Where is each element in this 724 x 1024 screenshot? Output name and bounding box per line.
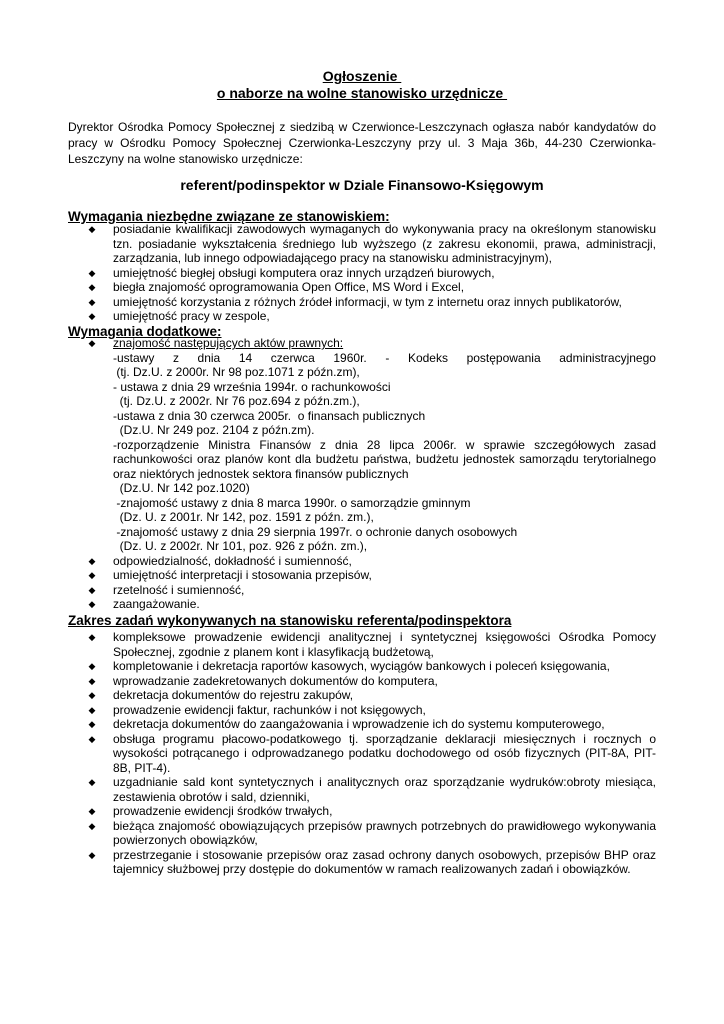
act-line: (tj. Dz.U. z 2000r. Nr 98 poz.1071 z późn.zm),: [113, 365, 360, 379]
list-item: ◆ prowadzenie ewidencji środków trwałych,: [68, 804, 656, 819]
list-item: ◆ dekretacja dokumentów do zaangażowania i wprowadzenie ich do systemu komputerowego,: [68, 717, 656, 732]
act-line: (Dz.U. Nr 249 poz. 2104 z późn.zm).: [113, 423, 315, 437]
list-item: ◆ rzetelność i sumienność,: [68, 583, 656, 598]
bullet-icon: ◆: [88, 599, 96, 609]
list-item: ◆ odpowiedzialność, dokładność i sumienność,: [68, 554, 656, 569]
bullet-icon: ◆: [88, 338, 96, 348]
additional-list: [68, 336, 656, 612]
act-line: (Dz. U. z 2002r. Nr 101, poz. 926 z późn. zm.),: [113, 539, 368, 553]
bullet-icon: ◆: [88, 777, 96, 787]
act-line: (Dz. U. z 2001r. Nr 142, poz. 1591 z późn. zm.),: [113, 510, 374, 524]
act-line: -znajomość ustawy z dnia 8 marca 1990r. o samorządzie gminnym: [113, 495, 471, 510]
list-item: ◆ biegła znajomość oprogramowania Open Office, MS Word i Excel,: [68, 280, 656, 295]
bullet-icon: ◆: [88, 661, 96, 671]
list-item: ◆ posiadanie kwalifikacji zawodowych wymaganych do wykonywania pracy na określonym stanowisku tzn. posiadanie wykształcenia średniego lub wyższego (z zakresu ekonomii, prawa, administracji, zarządzania, lub innego odpowiadającego pracy na stanowisku administracyjnym),: [68, 222, 656, 266]
list-item: ◆ kompleksowe prowadzenie ewidencji analitycznej i syntetycznej księgowości Ośrodka Pomocy Społecznej, zgodnie z planem kont i klasyfikacją budżetową,: [68, 630, 656, 659]
tasks-list: [68, 630, 656, 877]
list-item: ◆ umiejętność korzystania z różnych źródeł informacji, w tym z internetu oraz innych publikatorów,: [68, 295, 656, 310]
act-line: -ustawa z dnia 30 czerwca 2005r. o finansach publicznych: [113, 408, 426, 423]
list-item: ◆ kompletowanie i dekretacja raportów kasowych, wyciągów bankowych i poleceń księgowania,: [68, 659, 656, 674]
act-line: (tj. Dz.U. z 2002r. Nr 76 poz.694 z późn.zm.),: [113, 394, 360, 408]
bullet-icon: ◆: [88, 733, 96, 744]
list-item: ◆ bieżąca znajomość obowiązujących przepisów prawnych potrzebnych do prawidłowego wykonywania powierzonych obowiązków,: [68, 819, 656, 848]
kodeks-line: -ustawy z dnia 14 czerwca 1960r. - Kodeks postępowania administracyjnego: [113, 350, 656, 365]
bullet-icon: ◆: [88, 224, 96, 234]
bullet-icon: ◆: [88, 267, 96, 278]
bullet-icon: ◆: [88, 632, 96, 642]
title-line-1: Ogłoszenie: [322, 68, 402, 84]
list-item: ◆ obsługa programu płacowo-podatkowego tj. sporządzanie deklaracji miesięcznych i rocznych o wysokości potrącanego i odprowadzanego podatku dochodowego od osób fizycznych (PIT-8A, PIT-8B, PIT-4).: [68, 732, 656, 776]
list-item: ◆ uzgadnianie sald kont syntetycznych i analitycznych oraz sporządzanie wydruków:obroty miesiąca, zestawienia obrotów i sald, dzienniki,: [68, 775, 656, 804]
bullet-icon: ◆: [88, 555, 96, 566]
bullet-icon: ◆: [88, 820, 96, 831]
bullet-icon: ◆: [88, 675, 96, 686]
list-item: ◆ przestrzeganie i stosowanie przepisów oraz zasad ochrony danych osobowych, przepisów BHP oraz tajemnicy służbowej przy dostępie do dokumentów w ramach realizowanych zadań i obowiązków.: [68, 848, 656, 877]
required-list: [68, 222, 656, 324]
bullet-icon: ◆: [88, 806, 96, 816]
list-item: ◆ umiejętność interpretacji i stosowania przepisów,: [68, 568, 656, 583]
position-title: referent/podinspektor w Dziale Finansowo-Księgowym: [180, 177, 544, 193]
list-item: ◆ umiejętność biegłej obsługi komputera oraz innych urządzeń biurowych,: [68, 266, 656, 281]
list-item: ◆ umiejętność pracy w zespole,: [68, 309, 656, 324]
act-line: (Dz.U. Nr 142 poz.1020): [113, 481, 250, 495]
bullet-icon: ◆: [88, 849, 96, 860]
bullet-icon: ◆: [88, 719, 96, 729]
act-line: -znajomość ustawy z dnia 29 sierpnia 1997r. o ochronie danych osobowych: [113, 524, 518, 539]
list-item: [68, 336, 656, 554]
bullet-icon: ◆: [88, 690, 96, 700]
bullet-icon: ◆: [88, 296, 96, 307]
bullet-icon: ◆: [88, 704, 96, 715]
list-item: ◆ dekretacja dokumentów do rejestru zakupów,: [68, 688, 656, 703]
title-line-2: o naborze na wolne stanowisko urzędnicze: [216, 85, 508, 101]
act-line: - ustawa z dnia 29 września 1994r. o rachunkowości: [113, 379, 391, 394]
list-item: ◆ zaangażowanie.: [68, 597, 656, 612]
list-item: ◆ wprowadzanie zadekretowanych dokumentów do komputera,: [68, 674, 656, 689]
bullet-icon: ◆: [88, 584, 96, 595]
intro-paragraph: Dyrektor Ośrodka Pomocy Społecznej z siedzibą w Czerwionce-Leszczynach ogłasza nabór kandydatów do pracy w Ośrodku Pomocy Społecznej Czerwionka-Leszczyny przy ul. 3 Maja 36b, 44-230 Czerwionka-Leszczyny na wolne stanowisko urzędnicze:: [68, 120, 656, 166]
act-line: -rozporządzenie Ministra Finansów z dnia 28 lipca 2006r. w sprawie szczegółowych zasad rachunkowości oraz planów kont dla budżetu państwa, budżetu jednostek samorządu terytorialnego oraz niektórych jednostek sektora finansów publicznych: [113, 437, 656, 481]
list-item: ◆ prowadzenie ewidencji faktur, rachunków i not księgowych,: [68, 703, 656, 718]
additional-heading: Wymagania dodatkowe:: [68, 324, 222, 339]
tasks-heading: Zakres zadań wykonywanych na stanowisku referenta/podinspektora: [68, 613, 512, 628]
bullet-icon: ◆: [88, 282, 96, 292]
bullet-icon: ◆: [88, 311, 96, 321]
legal-acts-lead: znajomość następujących aktów prawnych:: [113, 336, 344, 350]
required-heading: Wymagania niezbędne związane ze stanowiskiem:: [68, 209, 390, 224]
bullet-icon: ◆: [88, 570, 96, 580]
